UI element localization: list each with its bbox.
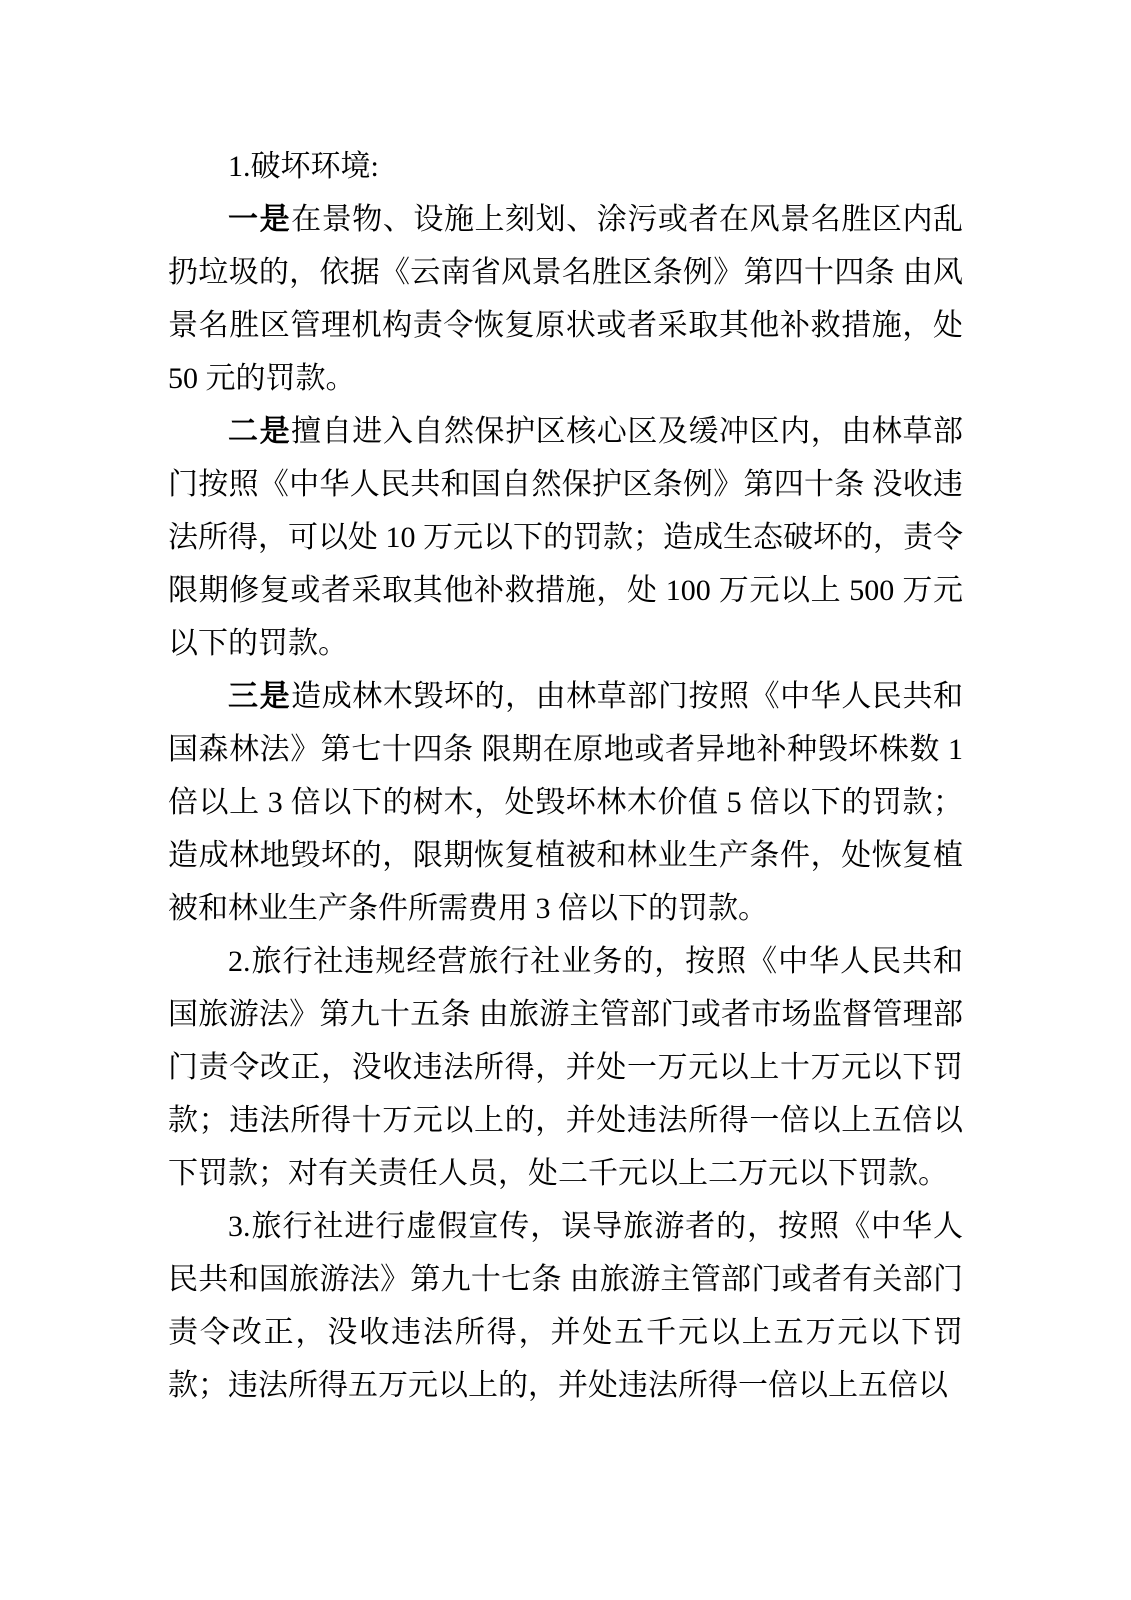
- paragraph-1-text: 1.破坏环境:: [228, 150, 379, 183]
- paragraph-1-heading: [168, 140, 963, 193]
- paragraph-4-item-three: [168, 670, 963, 935]
- paragraph-2-lead: 一是: [228, 203, 292, 236]
- paragraph-6-item-3: [168, 1200, 963, 1412]
- paragraph-4-text: 造成林木毁坏的，由林草部门按照《中华人民共和国森林法》第七十四条 限期在原地或者异地补种毁坏株数 1 倍以上 3 倍以下的树木，处毁坏林木价值 5 倍以下的罚款；造成林地毁坏的，限期恢复植被和林业生产条件，处恢复植被和林业生产条件所需费用 3 倍以下的罚款。: [168, 680, 964, 925]
- paragraph-2-text: 在景物、设施上刻划、涂污或者在风景名胜区内乱扔垃圾的，依据《云南省风景名胜区条例》第四十四条 由风景名胜区管理机构责令恢复原状或者采取其他补救措施，处 50 元的罚款。: [168, 203, 964, 395]
- document-body: [168, 140, 963, 1412]
- paragraph-5-item-2: [168, 935, 963, 1200]
- paragraph-3-text: 擅自进入自然保护区核心区及缓冲区内，由林草部门按照《中华人民共和国自然保护区条例》第四十条 没收违法所得，可以处 10 万元以下的罚款；造成生态破坏的，责令限期修复或者采取其他补救措施，处 100 万元以上 500 万元以下的罚款。: [168, 415, 964, 660]
- paragraph-4-lead: 三是: [228, 680, 292, 713]
- paragraph-6-text: 3.旅行社进行虚假宣传，误导旅游者的，按照《中华人民共和国旅游法》第九十七条 由旅游主管部门或者有关部门责令改正，没收违法所得，并处五千元以上五万元以下罚款；违法所得五万元以上的，并处违法所得一倍以上五倍以: [168, 1210, 963, 1402]
- paragraph-3-item-two: [168, 405, 963, 670]
- paragraph-5-text: 2.旅行社违规经营旅行社业务的，按照《中华人民共和国旅游法》第九十五条 由旅游主管部门或者市场监督管理部门责令改正，没收违法所得，并处一万元以上十万元以下罚款；违法所得十万元以上的，并处违法所得一倍以上五倍以下罚款；对有关责任人员，处二千元以上二万元以下罚款。: [168, 945, 963, 1190]
- paragraph-2-item-one: [168, 193, 963, 405]
- paragraph-3-lead: 二是: [228, 415, 292, 448]
